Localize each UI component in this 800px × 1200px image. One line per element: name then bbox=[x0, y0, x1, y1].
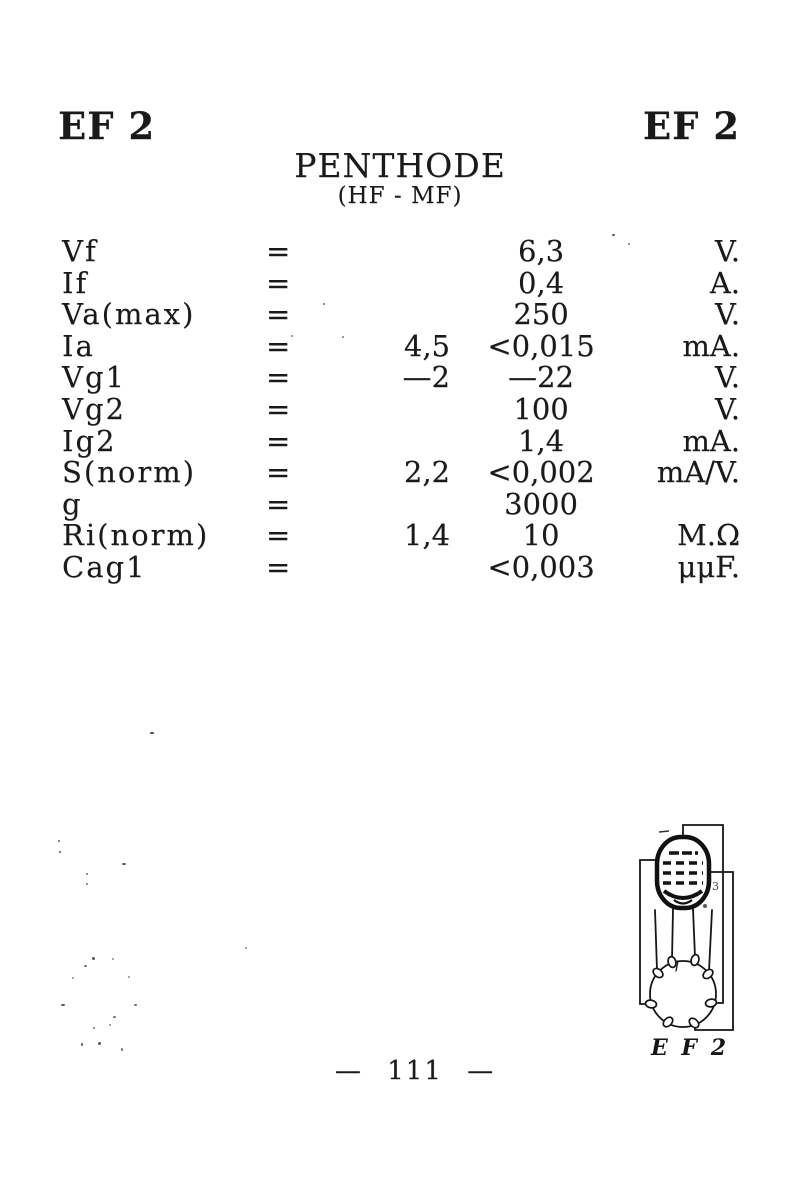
value-primary: 4,5 bbox=[403, 328, 450, 363]
scan-speck bbox=[323, 303, 325, 305]
value-secondary: 3000 bbox=[504, 486, 578, 521]
equals-sign: = bbox=[266, 265, 291, 300]
value-secondary: —22 bbox=[508, 360, 574, 395]
scan-speck bbox=[86, 873, 88, 875]
value-secondary: 250 bbox=[513, 297, 569, 332]
unit-label: mA. bbox=[682, 423, 740, 458]
scan-mark bbox=[703, 904, 707, 908]
param-label: g bbox=[62, 486, 83, 521]
spec-row bbox=[62, 265, 740, 300]
scan-speck bbox=[128, 976, 130, 978]
value-primary bbox=[310, 268, 450, 300]
spec-row bbox=[62, 549, 740, 584]
spec-row bbox=[62, 328, 740, 363]
unit-label: V. bbox=[714, 234, 740, 268]
pin bbox=[645, 999, 657, 1008]
scan-speck bbox=[291, 335, 293, 337]
unit-label bbox=[632, 489, 740, 521]
equals-sign: = bbox=[266, 234, 291, 268]
unit-label: mA. bbox=[682, 328, 740, 363]
equals-sign: = bbox=[266, 423, 291, 458]
scan-mark bbox=[659, 831, 669, 832]
pin bbox=[687, 1016, 700, 1029]
unit-label: M.Ω bbox=[677, 518, 740, 553]
spec-row bbox=[62, 457, 740, 489]
scan-speck bbox=[84, 965, 87, 967]
scan-speck bbox=[61, 1004, 65, 1006]
equals-sign: = bbox=[266, 486, 291, 521]
diagram-label: E F 2 bbox=[651, 1035, 730, 1061]
unit-label: V. bbox=[714, 297, 740, 332]
unit-label: mA/V. bbox=[656, 455, 740, 490]
page-number: — 111 — bbox=[334, 1056, 496, 1086]
value-secondary: 100 bbox=[513, 391, 569, 426]
value-primary bbox=[310, 236, 450, 268]
pin bbox=[661, 1015, 674, 1028]
scan-speck bbox=[86, 883, 88, 885]
spec-row bbox=[62, 362, 740, 394]
param-label: Ig2 bbox=[62, 423, 117, 458]
param-label: Vg1 bbox=[62, 360, 126, 395]
value-primary bbox=[310, 552, 450, 584]
value-secondary: <0,015 bbox=[487, 328, 595, 363]
value-primary: 2,2 bbox=[403, 455, 450, 490]
equals-sign: = bbox=[266, 391, 291, 426]
scan-speck bbox=[122, 863, 126, 865]
pin-number-note: 3 bbox=[712, 880, 719, 893]
scan-speck bbox=[245, 947, 247, 949]
value-secondary: 0,4 bbox=[517, 265, 565, 300]
unit-label: V. bbox=[714, 391, 740, 426]
scan-speck bbox=[612, 234, 615, 236]
param-label: Ia bbox=[62, 328, 95, 363]
scan-speck bbox=[81, 1043, 83, 1046]
scan-speck bbox=[628, 243, 630, 245]
param-label: Vf bbox=[62, 234, 98, 268]
spec-row bbox=[62, 391, 740, 426]
param-label: Vg2 bbox=[62, 391, 126, 426]
unit-label: μμF. bbox=[677, 549, 740, 584]
param-label: If bbox=[62, 265, 89, 300]
equals-sign: = bbox=[266, 360, 291, 395]
equals-sign: = bbox=[266, 455, 291, 490]
spec-table bbox=[62, 236, 740, 584]
pin bbox=[705, 998, 717, 1007]
scan-speck bbox=[72, 977, 74, 979]
scan-speck bbox=[134, 1004, 137, 1006]
spec-row bbox=[62, 299, 740, 331]
equals-sign: = bbox=[266, 297, 291, 332]
scan-speck bbox=[109, 1024, 111, 1026]
unit-label: A. bbox=[709, 265, 740, 300]
unit-label: V. bbox=[714, 360, 740, 395]
param-label: Ri(norm) bbox=[62, 518, 210, 553]
spec-row bbox=[62, 486, 740, 521]
scan-speck bbox=[121, 1048, 123, 1051]
value-secondary: <0,002 bbox=[487, 455, 595, 490]
equals-sign: = bbox=[266, 328, 291, 363]
page-title: PENTHODE bbox=[294, 146, 506, 185]
param-label: Va(max) bbox=[62, 297, 196, 332]
scan-speck bbox=[98, 1042, 101, 1045]
spec-row bbox=[62, 423, 740, 458]
spec-row bbox=[62, 236, 740, 268]
scan-speck bbox=[93, 1027, 95, 1029]
param-label: Cag1 bbox=[62, 549, 147, 584]
value-secondary: 10 bbox=[522, 518, 560, 553]
value-primary: 1,4 bbox=[403, 518, 450, 553]
scan-speck bbox=[59, 851, 61, 853]
value-secondary: 6,3 bbox=[517, 234, 565, 268]
scan-speck bbox=[112, 958, 114, 960]
value-primary: —2 bbox=[402, 360, 450, 395]
value-primary bbox=[310, 489, 450, 521]
scan-speck bbox=[113, 1016, 116, 1018]
equals-sign: = bbox=[266, 549, 291, 584]
scan-speck bbox=[150, 732, 154, 734]
scan-speck bbox=[342, 336, 344, 338]
value-primary bbox=[310, 426, 450, 458]
tube-name-left: EF 2 bbox=[58, 104, 156, 148]
param-label: S(norm) bbox=[62, 455, 196, 490]
page-subtitle: (HF - MF) bbox=[337, 183, 463, 209]
value-secondary: <0,003 bbox=[487, 549, 595, 584]
value-secondary: 1,4 bbox=[517, 423, 565, 458]
equals-sign: = bbox=[266, 518, 291, 553]
spec-row bbox=[62, 520, 740, 552]
value-primary bbox=[310, 394, 450, 426]
scan-speck bbox=[92, 957, 95, 960]
pin bbox=[667, 956, 677, 969]
tube-pinout-diagram bbox=[615, 810, 760, 1065]
value-primary bbox=[310, 299, 450, 331]
scan-speck bbox=[58, 840, 60, 842]
tube-name-right: EF 2 bbox=[642, 104, 740, 148]
